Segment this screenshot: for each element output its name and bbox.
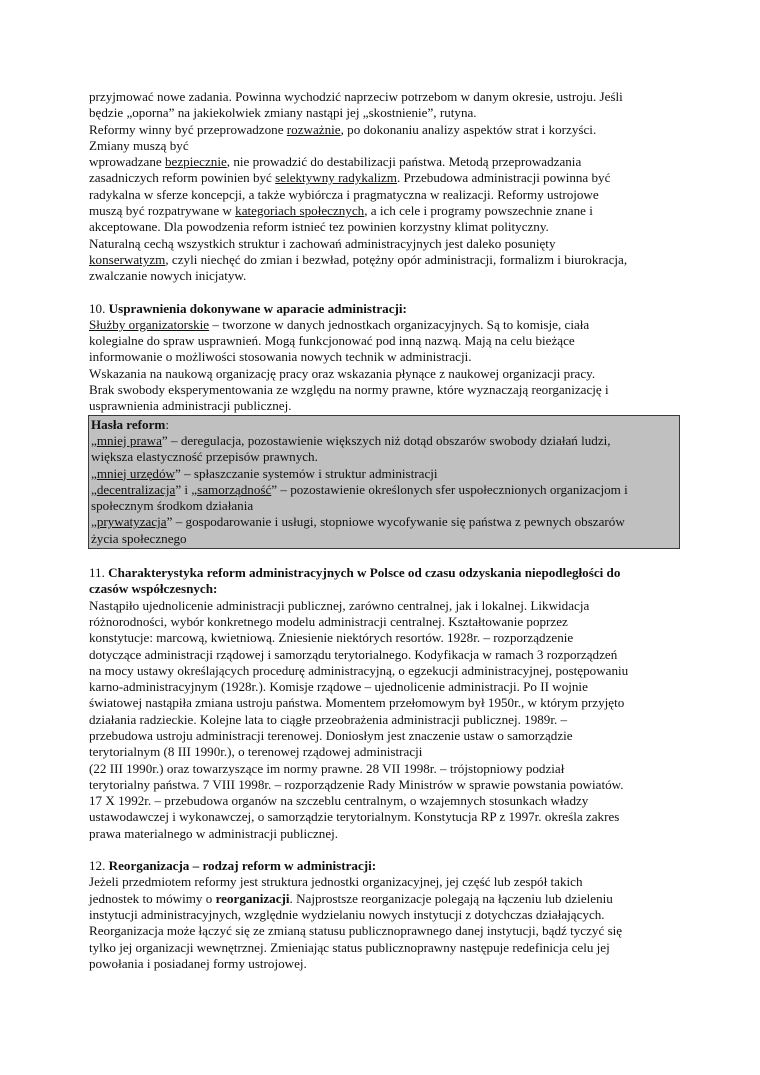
text-line: Nastąpiło ujednolicenie administracji publicznej, zarówno centralnej, jak i lokalnej. Likwidacja [89, 597, 590, 613]
text-line: terytorialnym (8 III 1990r.), o terenowej rządowej administracji [89, 744, 423, 760]
underlined-term: rozważnie [286, 121, 341, 137]
underlined-term: konserwatyzm [89, 251, 166, 267]
underlined-term: samorządność [197, 481, 272, 497]
text-line: karno-administracyjnym (1928r.). Komisje rządowe – ujednolicenie administracji. Po II wojnie [89, 679, 588, 695]
text-line: konserwatyzm, czyli niechęć do zmian i bezwład, potężny opór administracji, formalizm i biurokracja, [89, 251, 628, 267]
underlined-term: Służby organizatorskie [89, 316, 210, 332]
text-line: zasadniczych reform powinien być selektywny radykalizm. Przebudowa administracji powinna być [89, 170, 611, 186]
text-line: Wskazania na naukową organizację pracy oraz wskazania płynące z naukowej organizacji pracy. [89, 365, 596, 381]
text-line: Służby organizatorskie – tworzone w danych jednostkach organizacyjnych. Są to komisje, ciała [89, 316, 590, 332]
underlined-term: selektywny radykalizm [275, 170, 397, 186]
text-line: 17 X 1992r. – przebudowa organów na szczeblu centralnym, o wzajemnych stosunkach władzy [89, 793, 589, 809]
underlined-term: prywatyzacja [96, 514, 167, 530]
box-item-continuation: społecznym środkom działania [91, 498, 254, 514]
text-line: prawa materialnego w administracji publicznej. [89, 825, 339, 841]
text-line: (22 III 1990r.) oraz towarzyszące im normy prawne. 28 VII 1998r. – trójstopniowy podział [89, 760, 565, 776]
section-heading-12: 12. Reorganizacja – rodzaj reform w administracji: [89, 858, 377, 874]
underlined-term: mniej urzędów [96, 465, 175, 481]
text-line: na mocy ustawy określających procedurę administracyjną, o egzekucji administracyjnej, postępowaniu [89, 662, 629, 678]
paragraph-gap [89, 549, 679, 565]
text-line: usprawnienia administracji publicznej. [89, 398, 292, 414]
text-line: kolegialne do spraw usprawnień. Mogą funkcjonować pod inną nazwą. Mają na celu bieżące [89, 333, 575, 349]
reform-slogans-box [88, 415, 680, 549]
text-line: będzie „oporna” na jakiekolwiek zmiany nastąpi jej „skostnienie”, rutyna. [89, 105, 477, 121]
box-item-continuation: życia społecznego [91, 530, 187, 546]
text-line: informowanie o możliwości stosowania nowych technik w administracji. [89, 349, 472, 365]
box-item: „mniej urzędów” – spłaszczanie systemów i struktur administracji [91, 465, 438, 481]
text-line: zwalczanie nowych inicjatyw. [89, 268, 247, 284]
text-line: różnorodności, wybór konkretnego modelu administracji centralnej. Kształtowanie poprzez [89, 613, 568, 629]
section-heading-11: 11. Charakterystyka reform administracyjnych w Polsce od czasu odzyskania niepodległości do [89, 565, 621, 581]
text-line: Jeżeli przedmiotem reformy jest struktura jednostki organizacyjnej, jej część lub zespół takich [89, 874, 583, 890]
text-line: tylko jej organizacji wewnętrznej. Zmieniając status publicznoprawny następuje redefinicja celu jej [89, 939, 610, 955]
text-line: Zmiany muszą być [89, 137, 189, 153]
text-line: powołania i posiadanej formy ustrojowej. [89, 955, 307, 971]
underlined-term: kategoriach społecznych [235, 203, 365, 219]
text-line: konstytucje: marcową, kwietniową. Zniesienie niektórych resortów. 1928r. – rozporządzenie [89, 630, 574, 646]
text-line: dotyczące administracji rządowej i samorządu terytorialnego. Kodyfikacja w ramach 3 rozporządzeń [89, 646, 618, 662]
underlined-term: mniej prawa [96, 432, 162, 448]
document-page [89, 89, 679, 972]
text-line: światowej nastąpiła zmiana ustroju państwa. Momentem przełomowym był 1950r., w którym przyjęto [89, 695, 625, 711]
text-line: wprowadzane bezpiecznie, nie prowadzić do destabilizacji państwa. Metodą przeprowadzania [89, 154, 582, 170]
section-heading-10: 10. Usprawnienia dokonywane w aparacie administracji: [89, 300, 407, 316]
text-line: instytucji administracyjnych, względnie wydzielaniu nowych instytucji z dotychczas działających. [89, 906, 605, 922]
text-line: terytorialny państwa. 7 VIII 1998r. – rozporządzenie Rady Ministrów w sprawie powstania powiatów. [89, 776, 624, 792]
text-line: jednostek to mówimy o reorganizacji. Najprostsze reorganizacje polegają na łączeniu lub dzieleniu [89, 890, 613, 906]
box-item: „prywatyzacja” – gospodarowanie i usługi, stopniowe wycofywanie się państwa z pewnych obszarów [91, 514, 625, 530]
underlined-term: bezpiecznie [164, 154, 227, 170]
box-item: „mniej prawa” – deregulacja, pozostawienie większych niż dotąd obszarów swobody działań ludzi, [91, 432, 611, 448]
text-line: Reformy winny być przeprowadzone rozważnie, po dokonaniu analizy aspektów strat i korzyści. [89, 121, 597, 137]
text-line: ustawodawczej i wykonawczej, o samorządzie terytorialnym. Konstytucja RP z 1997r. określa zakres [89, 809, 620, 825]
paragraph-gap [89, 285, 679, 301]
section-heading-11-cont: czasów współczesnych: [89, 581, 218, 597]
text-line: Brak swobody eksperymentowania ze względu na normy prawne, które wyznaczają reorganizację i [89, 382, 609, 398]
text-line: akceptowane. Dla powodzenia reform istnieć tez powinien korzystny klimat polityczny. [89, 219, 549, 235]
text-line: działania radzieckie. Kolejne lata to ciągłe przeobrażenia administracji publicznej. 1989r. – [89, 711, 568, 727]
text-line: przebudowa ustroju administracji terenowej. Doniosłym jest znaczenie ustaw o samorządzie [89, 727, 573, 743]
box-item-continuation: większa elastyczność przepisów prawnych. [91, 449, 318, 465]
underlined-term: decentralizacja [96, 481, 176, 497]
text-line: przyjmować nowe zadania. Powinna wychodzić naprzeciw potrzebom w danym okresie, ustroju. Jeśli [89, 89, 623, 104]
text-line: radykalna w sferze koncepcji, a także wybiórcza i pragmatyczna w realizacji. Reformy ustrojowe [89, 186, 599, 202]
box-item: „decentralizacja” i „samorządność” – pozostawienie określonych sfer uspołecznionych organizacjom i [91, 481, 628, 497]
text-line: Naturalną cechą wszystkich struktur i zachowań administracyjnych jest daleko posunięty [89, 235, 556, 251]
box-title: Hasła reform: [91, 416, 169, 432]
paragraph-gap [89, 842, 679, 858]
text-line: muszą być rozpatrywane w kategoriach społecznych, a ich cele i programy powszechnie znane i [89, 203, 593, 219]
text-line: Reorganizacja może łączyć się ze zmianą statusu publicznoprawnego danej instytucji, bądź tyczyć się [89, 923, 623, 939]
bold-term: reorganizacji [215, 890, 290, 906]
